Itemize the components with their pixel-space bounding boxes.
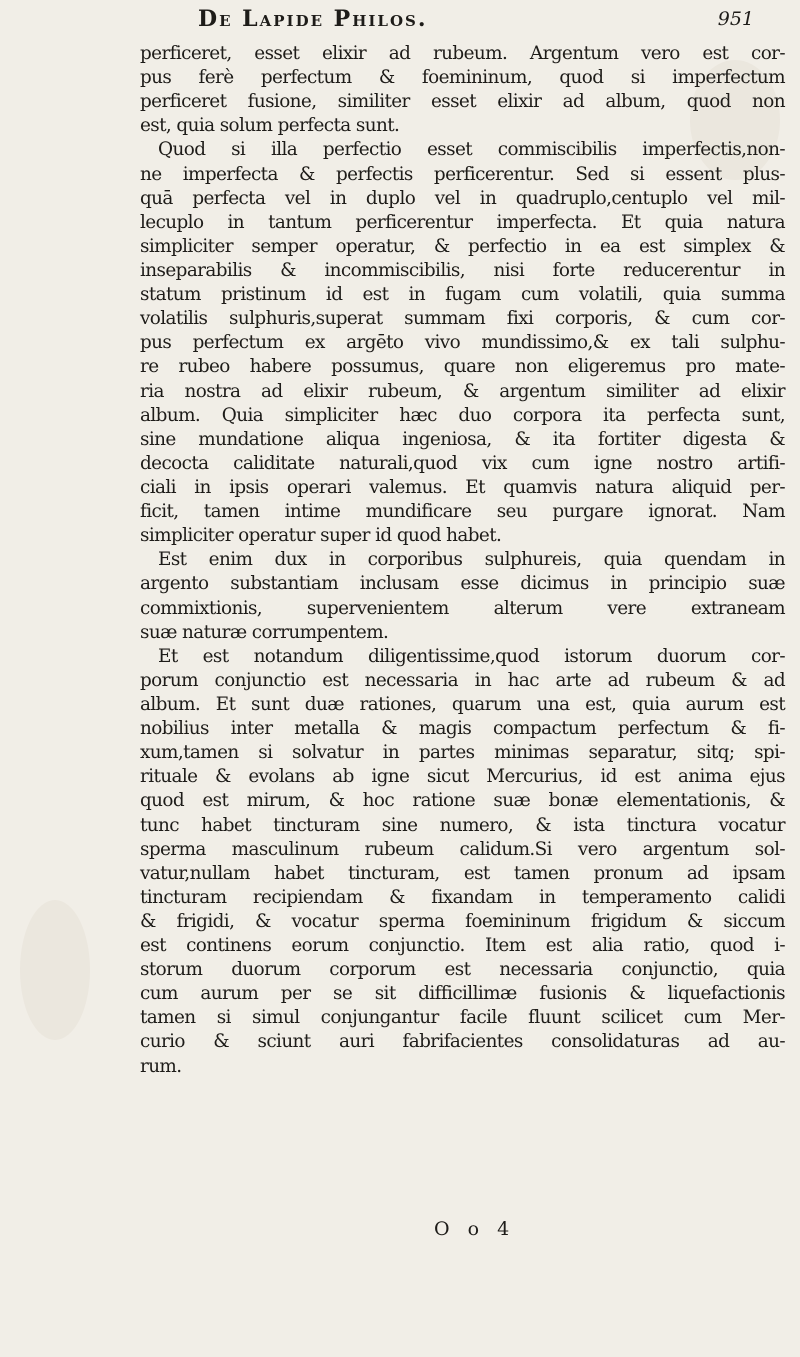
- text-line: quā perfecta vel in duplo vel in quadruplo,centuplo vel mil-: [140, 187, 785, 209]
- text-line: sperma masculinum rubeum calidum.Si vero argentum sol-: [140, 838, 785, 860]
- text-line: porum conjunctio est necessaria in hac arte ad rubeum & ad: [140, 669, 785, 691]
- text-line: pus ferè perfectum & foemininum, quod si imperfectum: [140, 67, 785, 89]
- text-line: simpliciter operatur super id quod habet.: [140, 525, 502, 547]
- text-line: album. Et sunt duæ rationes, quarum una est, quia aurum est: [140, 693, 785, 715]
- text-line: quod est mirum, & hoc ratione suæ bonæ elementationis, &: [140, 790, 785, 812]
- text-line: volatilis sulphuris,superat summam fixi corporis, & cum cor-: [140, 308, 785, 330]
- text-line: rituale & evolans ab igne sicut Mercurius, id est anima ejus: [140, 766, 785, 788]
- text-line: vatur,nullam habet tincturam, est tamen pronum ad ipsam: [140, 862, 785, 884]
- text-line: inseparabilis & incommiscibilis, nisi forte reducerentur in: [140, 259, 785, 281]
- text-line: est, quia solum perfecta sunt.: [140, 115, 400, 137]
- text-line: commixtionis, supervenientem alterum vere extraneam: [140, 597, 785, 619]
- text-line: album. Quia simpliciter hæc duo corpora ita perfecta sunt,: [140, 404, 785, 426]
- text-line: Quod si illa perfectio esset commiscibilis imperfectis,non-: [158, 139, 785, 161]
- text-line: decocta caliditate naturali,quod vix cum igne nostro artifi-: [140, 452, 785, 474]
- text-line: simpliciter semper operatur, & perfectio in ea est simplex &: [140, 235, 785, 257]
- text-line: xum,tamen si solvatur in partes minimas separatur, sitq; spi-: [140, 742, 785, 764]
- text-line: argento substantiam inclusam esse dicimus in principio suæ: [140, 573, 785, 595]
- text-line: tunc habet tincturam sine numero, & ista tinctura vocatur: [140, 814, 785, 836]
- text-line: ficit, tamen intime mundificare seu purgare ignorat. Nam: [140, 501, 785, 523]
- text-line: perficeret fusione, similiter esset elixir ad album, quod non: [140, 91, 785, 113]
- text-line: tincturam recipiendam & fixandam in temperamento calidi: [140, 886, 785, 908]
- body-text: [140, 42, 785, 1079]
- text-line: perficeret, esset elixir ad rubeum. Argentum vero est cor-: [140, 43, 785, 64]
- text-line: re rubeo habere possumus, quare non eligeremus pro mate-: [140, 356, 785, 378]
- text-line: ne imperfecta & perfectis perficerentur. Sed si essent plus-: [140, 163, 785, 185]
- text-line: suæ naturæ corrumpentem.: [140, 621, 389, 643]
- signature-mark: O o 4: [434, 1218, 516, 1240]
- text-line: Et est notandum diligentissime,quod istorum duorum cor-: [158, 645, 785, 667]
- text-line: Est enim dux in corporibus sulphureis, quia quendam in: [158, 549, 785, 571]
- text-line: statum pristinum id est in fugam cum volatili, quia summa: [140, 284, 785, 306]
- folio-number: 951: [717, 8, 754, 30]
- text-line: & frigidi, & vocatur sperma foemininum frigidum & siccum: [140, 910, 785, 932]
- page-header: [0, 0, 800, 42]
- text-line: rum.: [140, 1055, 182, 1077]
- text-line: nobilius inter metalla & magis compactum perfectum & fi-: [140, 718, 785, 740]
- text-line: lecuplo in tantum perficerentur imperfecta. Et quia natura: [140, 211, 785, 233]
- running-title: De Lapide Philos.: [198, 6, 428, 32]
- text-line: tamen si simul conjungantur facile fluunt scilicet cum Mer-: [140, 1007, 785, 1029]
- paper-stain: [20, 900, 90, 1040]
- text-line: ria nostra ad elixir rubeum, & argentum similiter ad elixir: [140, 380, 785, 402]
- text-line: est continens eorum conjunctio. Item est alia ratio, quod i-: [140, 935, 785, 957]
- text-line: storum duorum corporum est necessaria conjunctio, quia: [140, 959, 785, 981]
- text-line: curio & sciunt auri fabrifacientes consolidaturas ad au-: [140, 1031, 785, 1053]
- text-line: ciali in ipsis operari valemus. Et quamvis natura aliquid per-: [140, 476, 785, 498]
- text-line: cum aurum per se sit difficillimæ fusionis & liquefactionis: [140, 983, 785, 1005]
- text-line: pus perfectum ex argēto vivo mundissimo,& ex tali sulphu-: [140, 332, 785, 354]
- text-line: sine mundatione aliqua ingeniosa, & ita fortiter digesta &: [140, 428, 785, 450]
